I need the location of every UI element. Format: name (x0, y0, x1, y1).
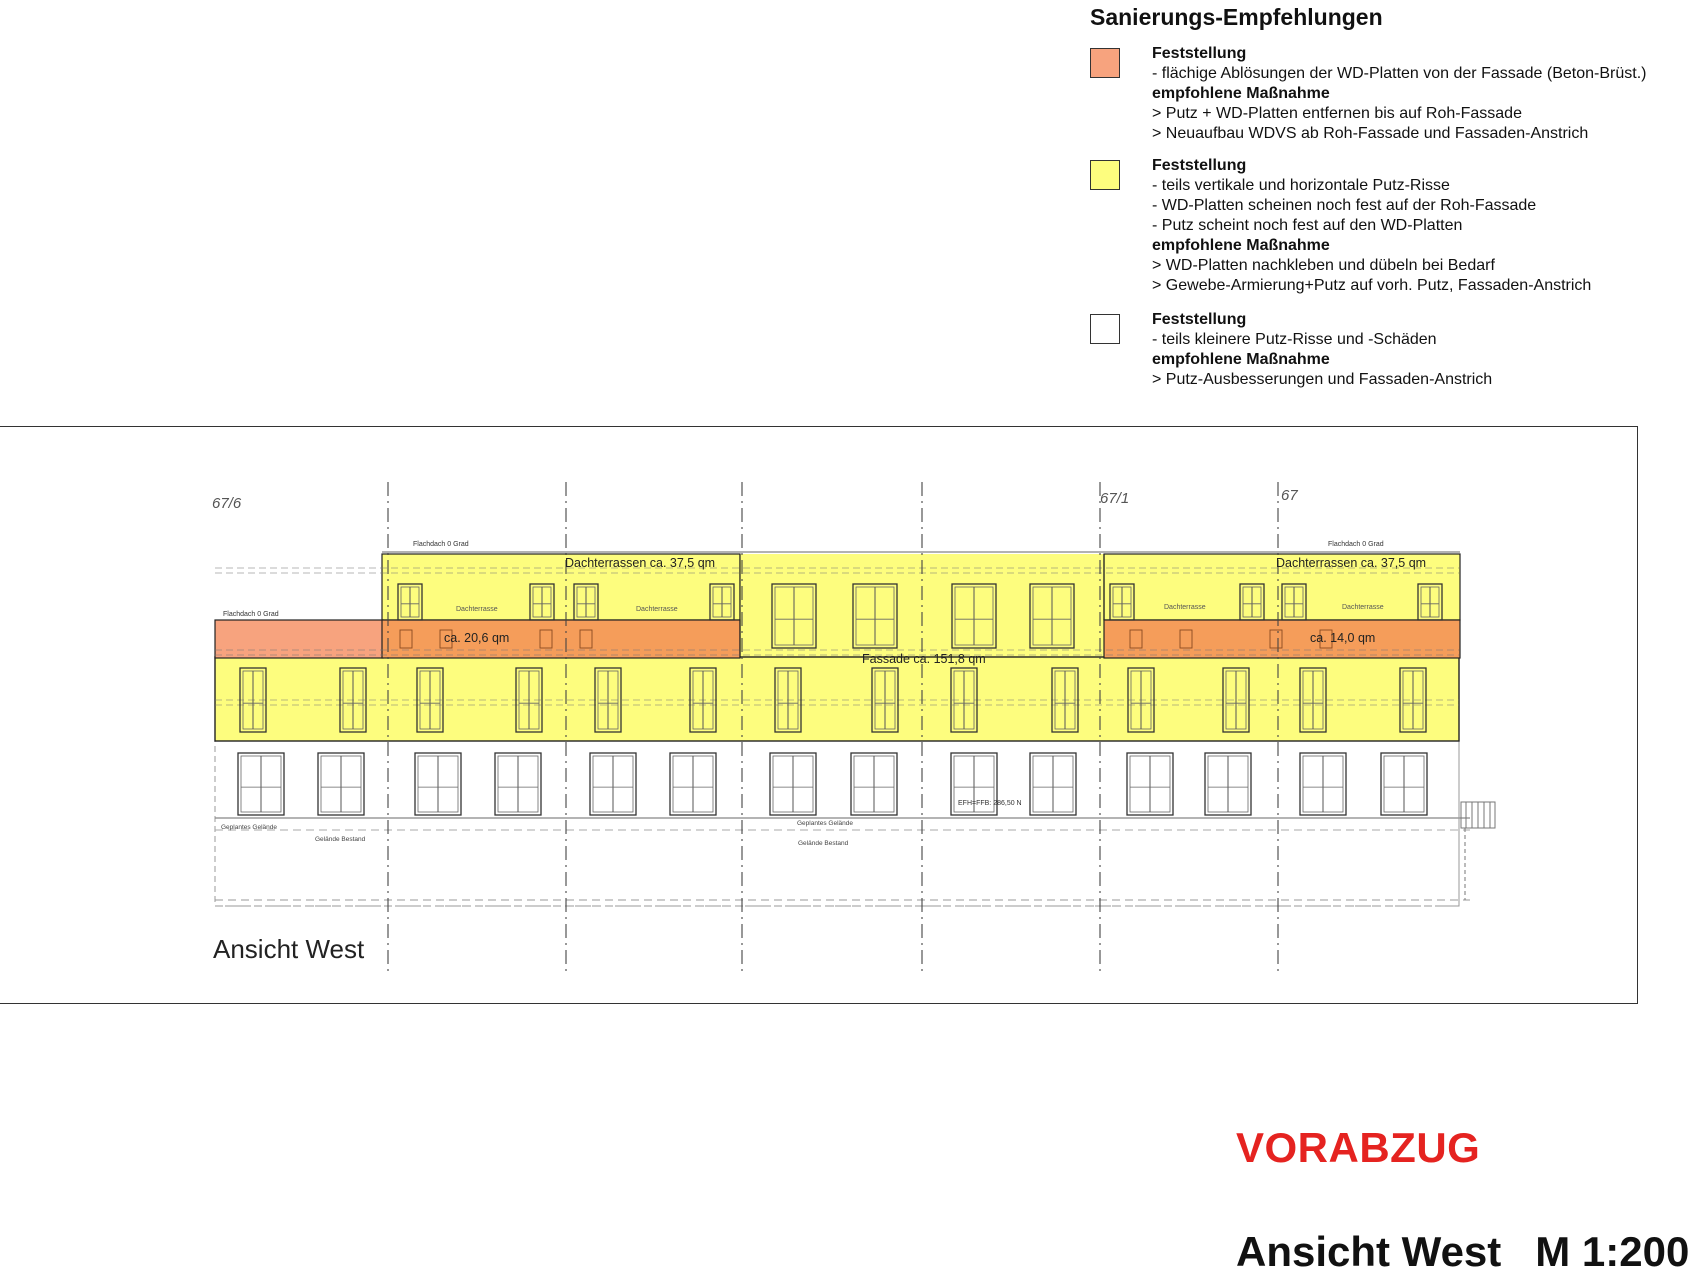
finding-heading: Feststellung (1152, 311, 1247, 328)
ground-floor-window (1381, 753, 1427, 815)
finding-line: - Putz scheint noch fest auf den WD-Platten (1152, 217, 1463, 234)
ground-floor-window (415, 753, 461, 815)
ground-floor-window (590, 753, 636, 815)
orange-area-left-label: ca. 20,6 qm (444, 631, 510, 645)
finding-line: - WD-Platten scheinen noch fest auf der Roh-Fassade (1152, 197, 1537, 214)
terrace-note: Dachterrasse (456, 606, 498, 613)
terrace-area-right-label: Dachterrassen ca. 37,5 qm (1276, 556, 1427, 570)
measure-line: > Putz + WD-Platten entfernen bis auf Roh-Fassade (1152, 105, 1522, 122)
measure-heading: empfohlene Maßnahme (1152, 237, 1330, 254)
facade-area-label: Fassade ca. 151,8 qm (862, 652, 986, 666)
yellow-zone-facade (215, 657, 1459, 741)
ground-floor-window (238, 753, 284, 815)
parcel-label: 67 (1281, 487, 1298, 504)
ground-note: Gelände Bestand (315, 836, 366, 843)
roof-note: Flachdach 0 Grad (1328, 541, 1384, 548)
ground-note: Geplantes Gelände (221, 824, 278, 831)
roof-note: Flachdach 0 Grad (413, 541, 469, 548)
parcel-label: 67/6 (212, 495, 242, 512)
ground-floor-window (495, 753, 541, 815)
terrace-area-left-label: Dachterrassen ca. 37,5 qm (565, 556, 716, 570)
ground-floor-window (318, 753, 364, 815)
elevation-note: EFH=FFB: 286,50 N (958, 800, 1022, 807)
measure-line: > Neuaufbau WDVS ab Roh-Fassade und Fassaden-Anstrich (1152, 125, 1589, 142)
ground-floor-window (1205, 753, 1251, 815)
ground-floor-window (851, 753, 897, 815)
ground-floor-window (1300, 753, 1346, 815)
ground-floor-window (670, 753, 716, 815)
parcel-label: 67/1 (1100, 490, 1130, 507)
terrace-note: Dachterrasse (636, 606, 678, 613)
ground-note: Geplantes Gelände (797, 820, 854, 827)
ground-floor-window (770, 753, 816, 815)
orange-zone-left-end (215, 620, 383, 658)
drawing-view-label: Ansicht West (213, 934, 365, 964)
finding-line: - teils kleinere Putz-Risse und -Schäden (1152, 331, 1437, 348)
footer-scale: M 1:200 (1535, 1228, 1690, 1275)
footer-title (1236, 1228, 1689, 1276)
measure-line: > WD-Platten nachkleben und dübeln bei Bedarf (1152, 257, 1495, 274)
measure-heading: empfohlene Maßnahme (1152, 351, 1330, 368)
finding-line: - teils vertikale und horizontale Putz-Risse (1152, 177, 1450, 194)
measure-heading: empfohlene Maßnahme (1152, 85, 1330, 102)
footer-view-name: Ansicht West (1236, 1228, 1502, 1275)
measure-line: > Putz-Ausbesserungen und Fassaden-Anstrich (1152, 371, 1493, 388)
damage-zones (215, 554, 1460, 741)
roof-note: Flachdach 0 Grad (223, 611, 279, 618)
ground-floor-window (1030, 753, 1076, 815)
stair (1461, 802, 1495, 900)
draft-stamp: VORABZUG (1236, 1124, 1481, 1171)
finding-heading: Feststellung (1152, 45, 1247, 62)
orange-zone-left (382, 620, 740, 658)
measure-line: > Gewebe-Armierung+Putz auf vorh. Putz, Fassaden-Anstrich (1152, 277, 1592, 294)
orange-area-right-label: ca. 14,0 qm (1310, 631, 1376, 645)
terrace-note: Dachterrasse (1342, 604, 1384, 611)
finding-line: - flächige Ablösungen der WD-Platten von der Fassade (Beton-Brüst.) (1152, 65, 1647, 82)
finding-heading: Feststellung (1152, 157, 1247, 174)
ground-note: Gelände Bestand (798, 840, 849, 847)
ground-floor-window (1127, 753, 1173, 815)
terrace-note: Dachterrasse (1164, 604, 1206, 611)
legend-title: Sanierungs-Empfehlungen (1090, 4, 1383, 30)
